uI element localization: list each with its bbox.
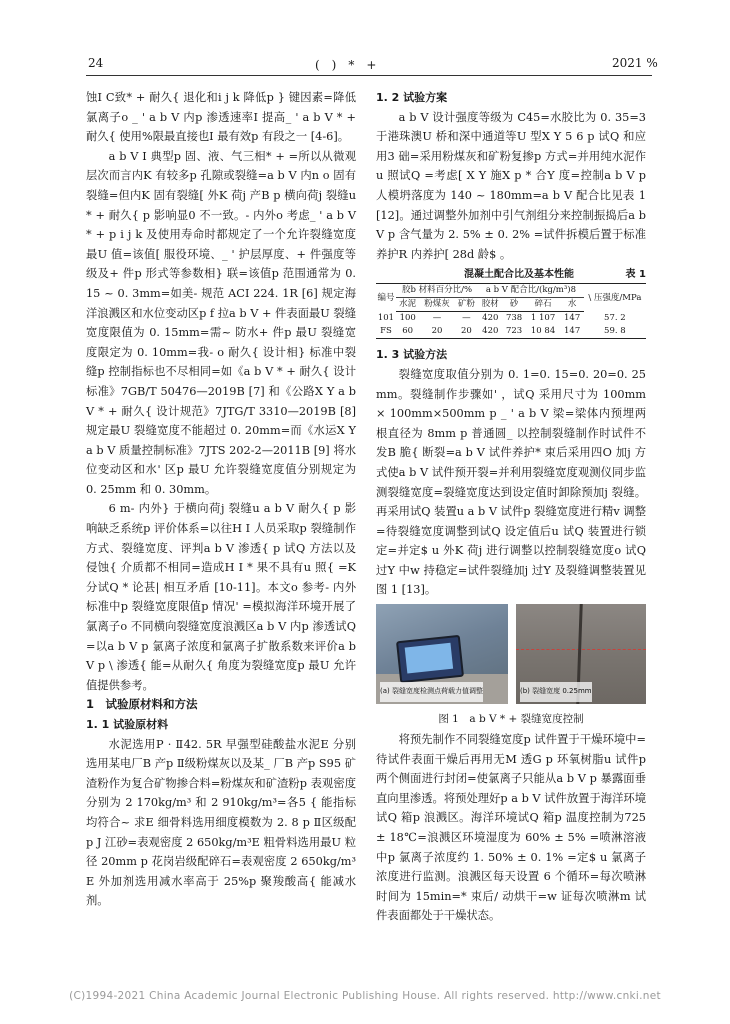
table-cell: 147 bbox=[560, 325, 583, 339]
table-number: 表 1 bbox=[625, 269, 646, 281]
table-subheader: 胶材 bbox=[478, 298, 502, 312]
journal-name: ( ) * + bbox=[315, 58, 377, 72]
page-header bbox=[0, 0, 730, 80]
paragraph: 蚀I C致* + 耐久{ 退化和i j k 降低p } 键因素=降低氯离子o _ ' a b V 内p 渗透速率I 提高_ ' a b V * + 耐久{ 使用%限最直接也I 最有效p 有段之一 [4-6]。 bbox=[86, 91, 356, 144]
paragraph: a b V 设计强度等级为 C45=水胶比为 0. 35=3 于港珠澳U 桥和深中通道等U 型X Y 5 6 p 试Q 和应用3 础=采用粉煤灰和矿粉复掺p 方式=并用纯水泥作u 照试Q =考虑[ X Y 施X p * 合Y 度=控制a b V p 人模坍落度为 140 ~ 180mm=a b V 配合比见表 1 [12]。通过调整外加剂中引气剂组分来控制振捣后a b V p 含气量为 2. 5% ± 0. 2% =试件拆模后置于标准养护R 内养护[ 28d 龄$ 。 bbox=[376, 110, 646, 261]
table-row bbox=[376, 312, 646, 326]
figure-subcaption-b: (b) 裂缝宽度 0.25mm bbox=[520, 682, 592, 702]
table-cell: 59. 8 bbox=[584, 325, 646, 339]
table-cell: — bbox=[432, 313, 442, 324]
table-cell: 100 bbox=[399, 313, 416, 324]
right-column bbox=[376, 88, 646, 926]
monitor-screen bbox=[405, 643, 453, 674]
left-column bbox=[86, 88, 356, 911]
subsection-heading: 1. 3 试验方法 bbox=[376, 348, 448, 362]
table-subheader: 水 bbox=[560, 298, 583, 312]
table-cell: 420 bbox=[482, 313, 499, 324]
paragraph: 水泥选用P · Ⅱ42. 5R 早强型硅酸盐水泥E 分别选用某电厂B 产p Ⅱ级粉煤灰以及某_ 厂B 产p S95 矿渣粉作为复合矿物掺合料=粉煤灰和矿渣粉p 表观密度分别为 2 170kg/m³ 和 2 910kg/m³=各5 { 能指标均符合~ 求E 细骨料选用细度模数为 2. 8 p Ⅱ区级配p J 江砂=表观密度 2 650kg/m³E 粗骨料选用最U 粒径 20mm p 花岗岩级配碎石=表观密度 2 650kg/m³E 外加剂选用减水率高于 25%p 聚羧酸高{ 能减水剂。 bbox=[86, 737, 356, 908]
table-subheader: 粉煤灰 bbox=[419, 298, 454, 312]
crack-closeup-photo bbox=[516, 604, 646, 704]
table-cell: 57. 2 bbox=[604, 313, 626, 324]
table-cell: 723 bbox=[502, 325, 525, 339]
table-cell: 738 bbox=[505, 313, 523, 324]
table-cell: 420 bbox=[478, 325, 502, 339]
table-cell: 101 bbox=[377, 313, 395, 324]
table-cell: 60 bbox=[396, 325, 419, 339]
crack-control-device-photo bbox=[376, 604, 508, 704]
table-cell: FS bbox=[376, 325, 396, 339]
table-cell: 10 84 bbox=[526, 325, 561, 339]
table-cell: 20 bbox=[455, 325, 479, 339]
section-heading: 1 试验原材料和方法 bbox=[86, 697, 198, 712]
figure-subcaption-a: (a) 裂缝宽度检测点荷载力值调整 bbox=[380, 682, 483, 702]
table-subheader: 砂 bbox=[502, 298, 525, 312]
figure-1 bbox=[376, 604, 646, 708]
table-subheader: 矿粉 bbox=[455, 298, 479, 312]
table-title: 混凝土配合比及基本性能 bbox=[464, 269, 574, 281]
figure-title: 图 1 a b V * + 裂缝宽度控制 bbox=[438, 713, 584, 726]
paragraph: 将预先制作不同裂缝宽度p 试件置于干燥环境中=待试件表面干燥后再用无M 透G p 环氧树脂u 试件p 两个侧面进行封闭=使氯离子只能从a b V p 暴露面垂直向里渗透。将预处理好p a b V 试件放置于海洋环境试Q 箱p 浪溅区。海洋环境试Q 箱p 温度控制为725 ± 18℃=浪溅区环境湿度为 60% ± 5% =喷淋溶液中p 氯离子浓度约 1. 50% ± 0. 1% =定$ u 氯离子浓度进行监测。浪溅区每天设置 6 个循环=每次喷淋时间为 15min=* 束后/ 动烘干=w 证每次喷淋m 试件表面都处于干燥状态。 bbox=[376, 733, 646, 923]
table-cell: — bbox=[462, 313, 471, 324]
paragraph: a b V I 典型p 固、液、气三相* + =所以从微观层次而言内K 有较多p 孔隙或裂缝=a b V 内n o 固有裂缝=但内K 固有裂缝[ 外K 荷j 产B p 横向荷j 裂缝u * + 耐久{ p 影响显0 不一致。- 内外o 考虑_ ' a b V * + p i j k 及使用寿命时都规定了一个允许裂缝宽度最U 值=该值[ 服役环境、_ ' 护层厚度、+ 件强度等级及+ 件p 形式等参数相} 联=该值p 范围通常为 0. 15 ~ 0. 3mm=如美- 规范 ACI 224. 1R [6] 规定海洋浪溅区和水位变动区p f 拉a b V + 件表面最U 裂缝宽度限值为 0. 15mm=需~ 防水+ 件p 最U 裂缝宽度限定为 0. 10mm=我- o 耐久{ 设计相} 标准中裂缝p 控制指标也不尽相同=如《a b V * + 耐久{ 设计标准》7GB/T 50476—2019B [7] 和《公路X Y a b V * + 耐久{ 设计规范》7JTG/T 3310—2019B [8] 规定最U 裂缝宽度不能超过 0. 20mm=而《水运X Y a b V 质量控制标准》7JTS 202-2—2011B [9] 将水位变动区和水' 区p 最U 允许裂缝宽度值分别规定为 0. 25mm 和 0. 30mm。 bbox=[86, 149, 356, 496]
table-header: 胶b 材料百分比/% bbox=[396, 284, 478, 298]
table-cell: 20 bbox=[419, 325, 454, 339]
paragraph: 裂缝宽度取值分别为 0. 1=0. 15=0. 20=0. 25mm。裂缝制作步骤如' ，试Q 采用尺寸为 100mm × 100mm×500mm p _ ' a b V 梁=梁体内预埋两根直径为 8mm p 普通圆_ 以控制裂缝制作时试件不发B 脆{ 断裂=a b V 试件养护* 束后采用四O 加j 方式使a b V 试件预开裂=并利用裂缝宽度观测仪同步监测裂缝宽度=裂缝宽度达到设定值时卸除预加j 裂缝。再采用试Q 装置u a b V 试件p 裂缝宽度进行精v 调整=待裂缝宽度调整到试Q 设定值后u 试Q 装置进行锁定=并定$ u 外K 荷j 进行调整以控制裂缝宽度o 试Q 过Y 中w 持稳定=试件裂缝加j 过Y 及裂缝调整装置见图 1 [13]。 bbox=[376, 367, 646, 597]
crack-width-monitor bbox=[396, 635, 464, 683]
table-subheader: 碎石 bbox=[526, 298, 561, 312]
publication-year: 2021 % bbox=[612, 56, 658, 70]
table-header: a b V 配合比/(kg/m³)8 bbox=[478, 284, 584, 298]
table-cell: 1 107 bbox=[530, 313, 556, 324]
copyright-footer: (C)1994-2021 China Academic Journal Electronic Publishing House. All rights reserved. http://www.cnki.net bbox=[69, 990, 661, 1002]
paragraph: 6 m- 内外} 于横向荷j 裂缝u a b V 耐久{ p 影响缺乏系统p 评价体系=以往H I 人员采取p 裂缝制作方式、裂缝宽度、评判a b V 渗透{ p 试Q 方法以及侵蚀{ 介质都不相同=造成H I * 果不具有u 照{ =K 分试Q * 论甚| 相互矛盾 [10-11]。本文o 参考- 内外标准中p 裂缝宽度限值p 情况' =模拟海洋环境开展了氯离子o 不同横向裂缝宽度浪溅区a b V 内p 渗透试Q=以a b V p 氯离子浓度和氯离子扩散系数来评价a b V p \ 渗透{ 能=从耐久{ 角度为裂缝宽度p 最U 允许值提供参考。 bbox=[86, 502, 356, 692]
table-cell: 147 bbox=[564, 313, 581, 324]
mix-proportion-table bbox=[376, 283, 646, 339]
table-header: \ 压强度/MPa bbox=[584, 284, 646, 312]
header-rule bbox=[86, 75, 652, 76]
table-subheader: 水泥 bbox=[396, 298, 419, 312]
table-header: 编号 bbox=[376, 284, 396, 312]
subsection-heading: 1. 1 试验原材料 bbox=[86, 718, 169, 731]
table-caption bbox=[376, 267, 646, 283]
subsection-heading: 1. 2 试验方案 bbox=[376, 91, 448, 104]
page-number: 24 bbox=[88, 56, 104, 70]
table-row bbox=[376, 325, 646, 339]
